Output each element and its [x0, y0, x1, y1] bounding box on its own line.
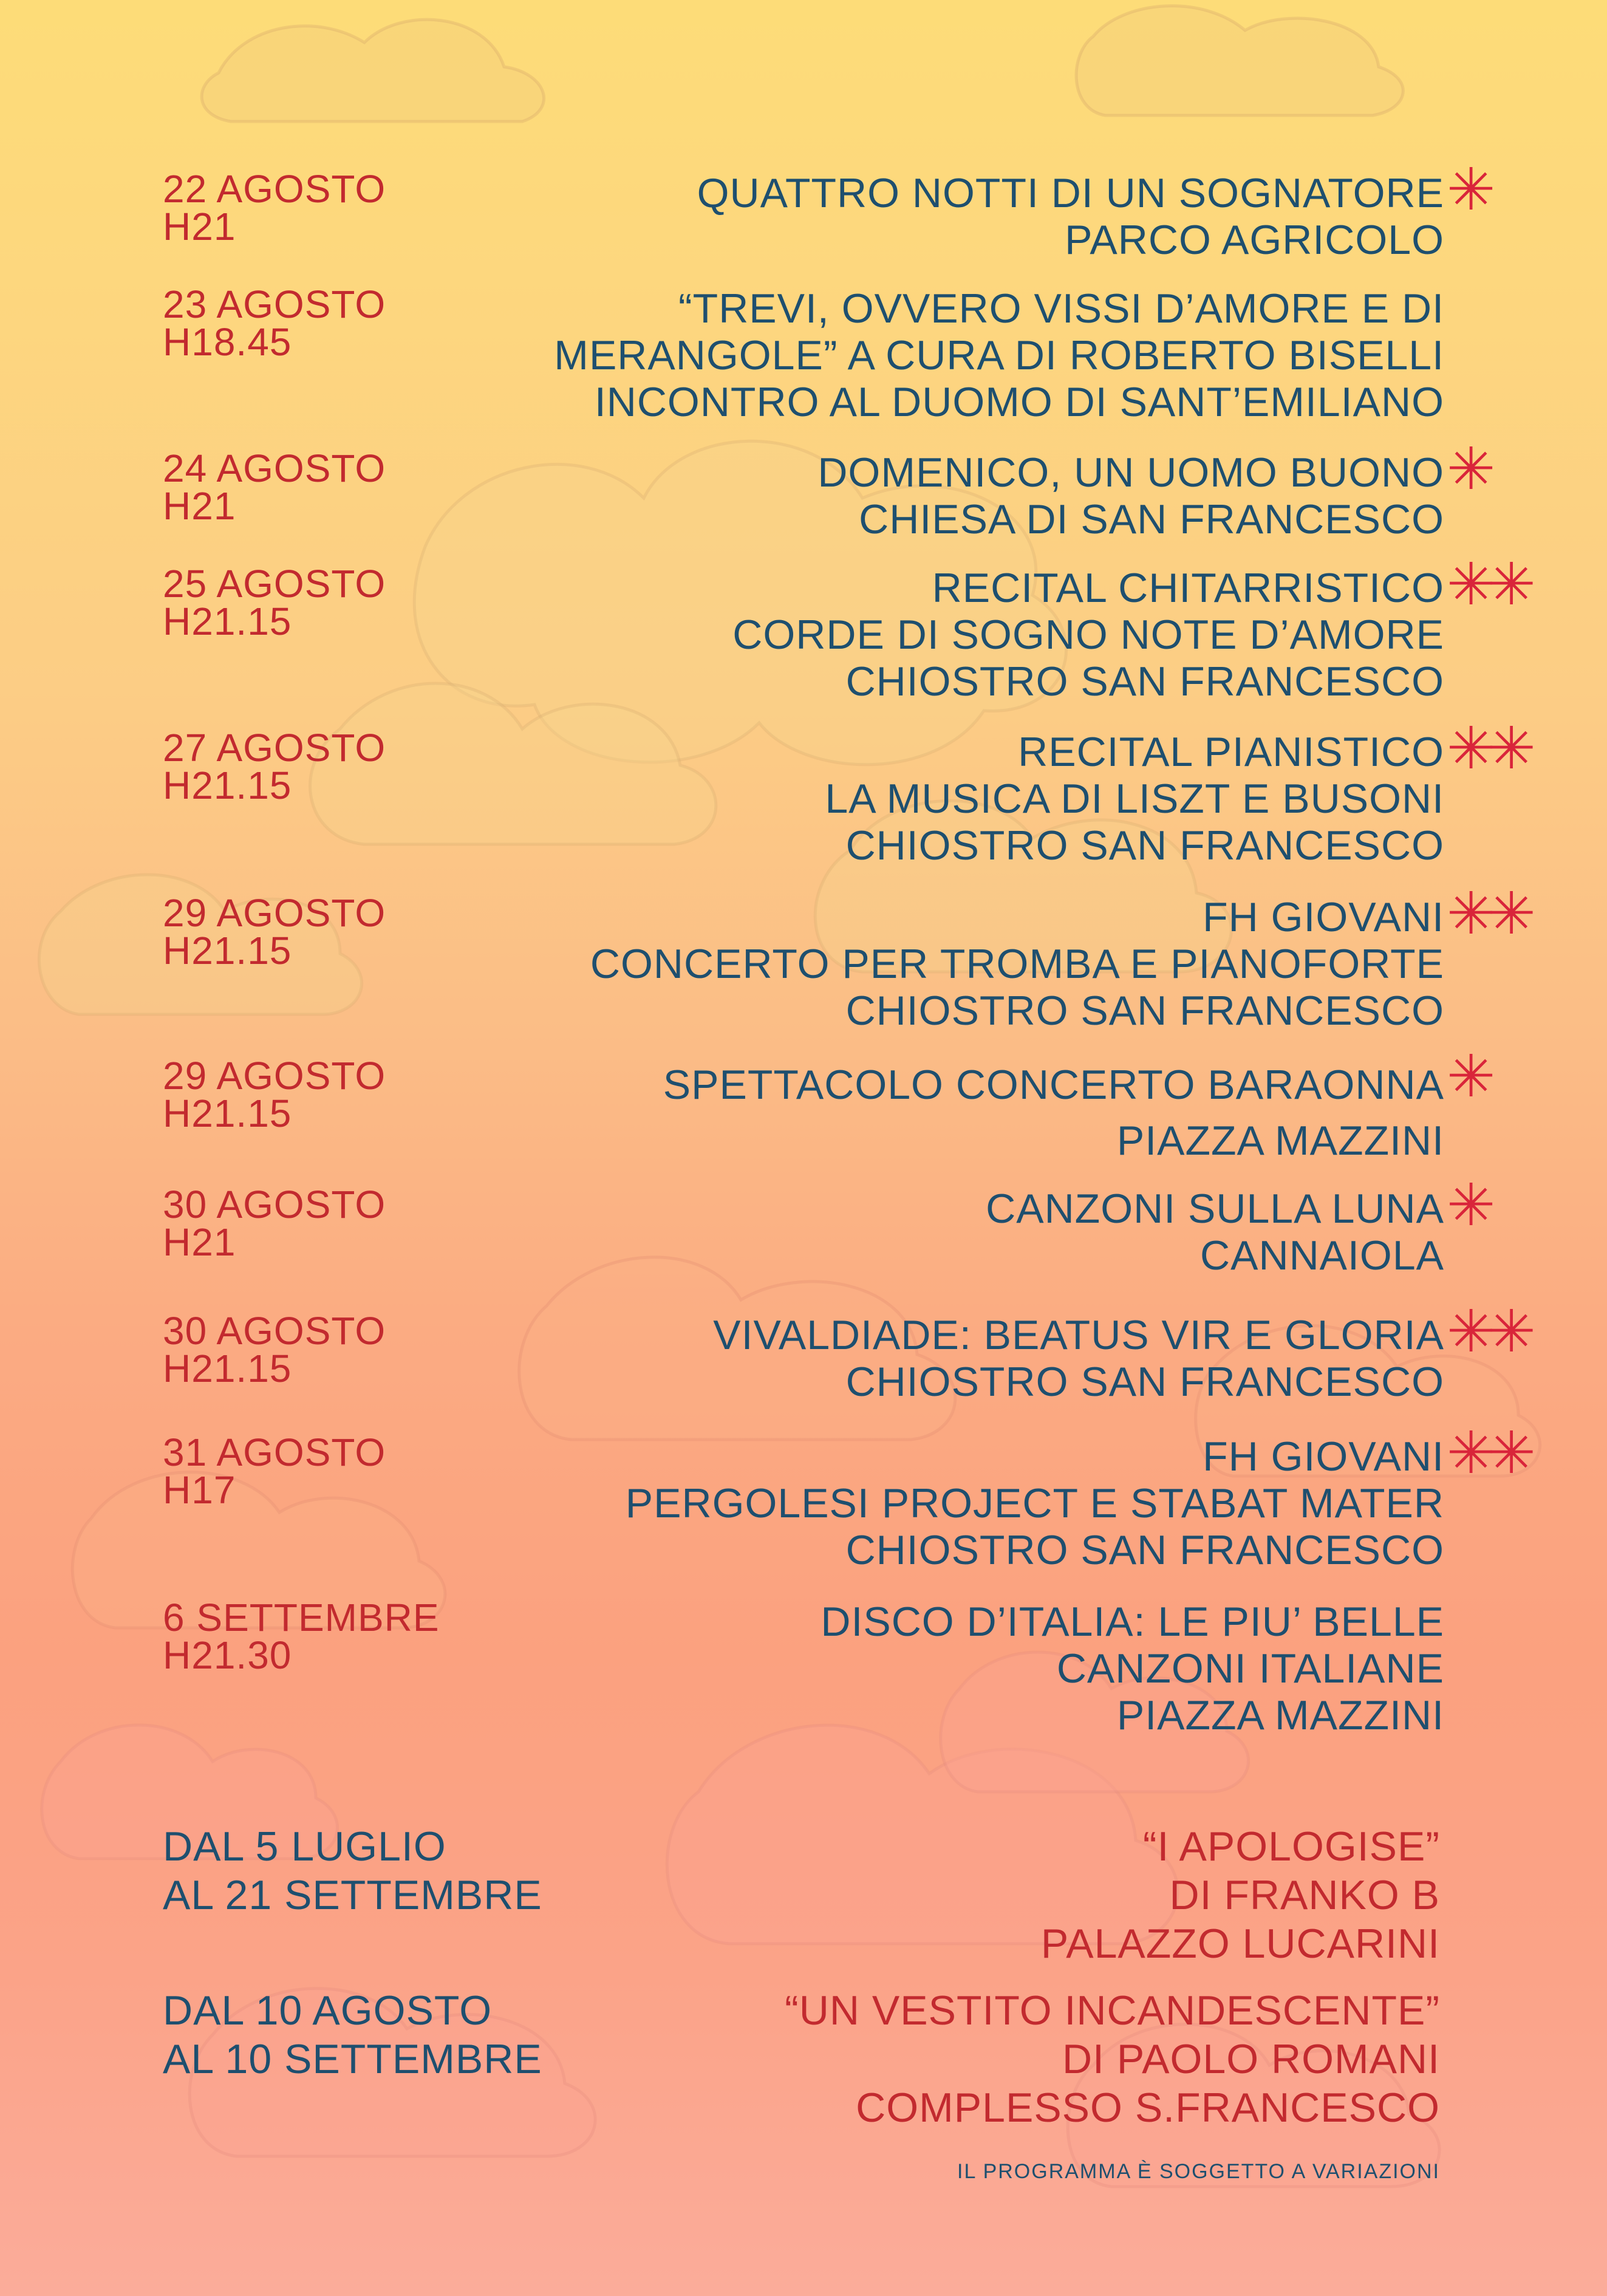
- event-details: [626, 1433, 1444, 1574]
- asterisk-mark: ✳✳: [1447, 550, 1527, 618]
- program-disclaimer: IL PROGRAMMA È SOGGETTO A VARIAZIONI: [957, 2160, 1440, 2183]
- event-venue: CHIOSTRO SAN FRANCESCO: [845, 658, 1444, 705]
- event-title: FH GIOVANI: [1203, 1433, 1444, 1480]
- event-venue: CHIOSTRO SAN FRANCESCO: [845, 822, 1444, 869]
- event-title: “TREVI, OVVERO VISSI D’AMORE E DI: [678, 285, 1444, 332]
- exhibition-venue: COMPLESSO S.FRANCESCO: [856, 2085, 1440, 2131]
- event-details: [590, 894, 1444, 1034]
- event-date: 6 SETTEMBRE H21.30: [163, 1596, 440, 1677]
- asterisk-mark: ✳: [1447, 1171, 1487, 1239]
- event-venue: CANNAIOLA: [1200, 1232, 1444, 1279]
- event-details: [817, 449, 1444, 543]
- event-venue: PIAZZA MAZZINI: [1116, 1118, 1444, 1164]
- event-date: 29 AGOSTO H21.15: [163, 1054, 386, 1135]
- event-details: [986, 1186, 1444, 1279]
- event-title: FH GIOVANI: [1203, 894, 1444, 940]
- event-date: 29 AGOSTO H21.15: [163, 891, 386, 972]
- exhibition-details: [1041, 1822, 1440, 1968]
- exhibition-artist: DI PAOLO ROMANI: [1062, 2036, 1440, 2082]
- asterisk-mark: ✳✳: [1447, 880, 1527, 948]
- event-venue: CHIOSTRO SAN FRANCESCO: [845, 988, 1444, 1034]
- asterisk-mark: ✳: [1447, 435, 1487, 503]
- event-venue: CHIOSTRO SAN FRANCESCO: [845, 1527, 1444, 1573]
- event-title-line: CANZONI ITALIANE: [1056, 1645, 1444, 1692]
- event-details: [697, 170, 1444, 264]
- event-details: [821, 1599, 1444, 1739]
- event-details: [732, 565, 1444, 705]
- event-venue: PARCO AGRICOLO: [1065, 217, 1444, 263]
- event-title: CANZONI SULLA LUNA: [986, 1186, 1444, 1232]
- event-date: 22 AGOSTO H21: [163, 167, 386, 248]
- event-venue: PIAZZA MAZZINI: [1116, 1692, 1444, 1738]
- event-date: 30 AGOSTO H21: [163, 1183, 386, 1264]
- event-date: 27 AGOSTO H21.15: [163, 726, 386, 807]
- event-date: 31 AGOSTO H17: [163, 1430, 386, 1512]
- event-title: SPETTACOLO CONCERTO BARAONNA: [663, 1062, 1444, 1108]
- exhibition-dates: DAL 5 LUGLIO AL 21 SETTEMBRE: [163, 1823, 542, 1918]
- event-venue: CHIESA DI SAN FRANCESCO: [859, 496, 1444, 542]
- event-title: VIVALDIADE: BEATUS VIR E GLORIA: [713, 1312, 1444, 1358]
- asterisk-mark: ✳✳: [1447, 1419, 1527, 1487]
- event-date: 30 AGOSTO H21.15: [163, 1309, 386, 1390]
- event-venue: CHIOSTRO SAN FRANCESCO: [845, 1359, 1444, 1405]
- exhibition-venue: PALAZZO LUCARINI: [1040, 1921, 1440, 1967]
- event-title: RECITAL PIANISTICO: [1018, 729, 1444, 775]
- event-details: [663, 1057, 1444, 1169]
- exhibition-title: “I APOLOGISE”: [1142, 1823, 1440, 1870]
- exhibition-title: “UN VESTITO INCANDESCENTE”: [785, 1987, 1440, 2034]
- event-date: 23 AGOSTO H18.45: [163, 282, 386, 364]
- event-title: DOMENICO, UN UOMO BUONO: [817, 449, 1444, 496]
- asterisk-mark: ✳✳: [1447, 714, 1527, 782]
- exhibition-artist: DI FRANKO B: [1169, 1872, 1440, 1918]
- event-venue: INCONTRO AL DUOMO DI SANT’EMILIANO: [594, 379, 1444, 425]
- event-subtitle: CONCERTO PER TROMBA E PIANOFORTE: [590, 941, 1444, 987]
- asterisk-mark: ✳: [1447, 155, 1487, 224]
- event-title: QUATTRO NOTTI DI UN SOGNATORE: [697, 170, 1444, 216]
- event-subtitle: PERGOLESI PROJECT E STABAT MATER: [625, 1480, 1444, 1526]
- event-title: DISCO D’ITALIA: LE PIU’ BELLE: [821, 1599, 1444, 1645]
- event-details: [554, 285, 1444, 426]
- event-details: [825, 729, 1444, 869]
- event-title: RECITAL CHITARRISTICO: [932, 565, 1444, 611]
- event-details: [713, 1312, 1444, 1406]
- exhibition-dates: DAL 10 AGOSTO AL 10 SETTEMBRE: [163, 1987, 542, 2082]
- event-title-line: MERANGOLE” A CURA DI ROBERTO BISELLI: [554, 332, 1444, 378]
- event-date: 24 AGOSTO H21: [163, 446, 386, 528]
- asterisk-mark: ✳✳: [1447, 1297, 1527, 1365]
- event-subtitle: CORDE DI SOGNO NOTE D’AMORE: [732, 612, 1444, 658]
- exhibition-details: [785, 1986, 1440, 2132]
- asterisk-mark: ✳: [1447, 1042, 1487, 1110]
- event-subtitle: LA MUSICA DI LISZT E BUSONI: [825, 776, 1444, 822]
- event-date: 25 AGOSTO H21.15: [163, 562, 386, 643]
